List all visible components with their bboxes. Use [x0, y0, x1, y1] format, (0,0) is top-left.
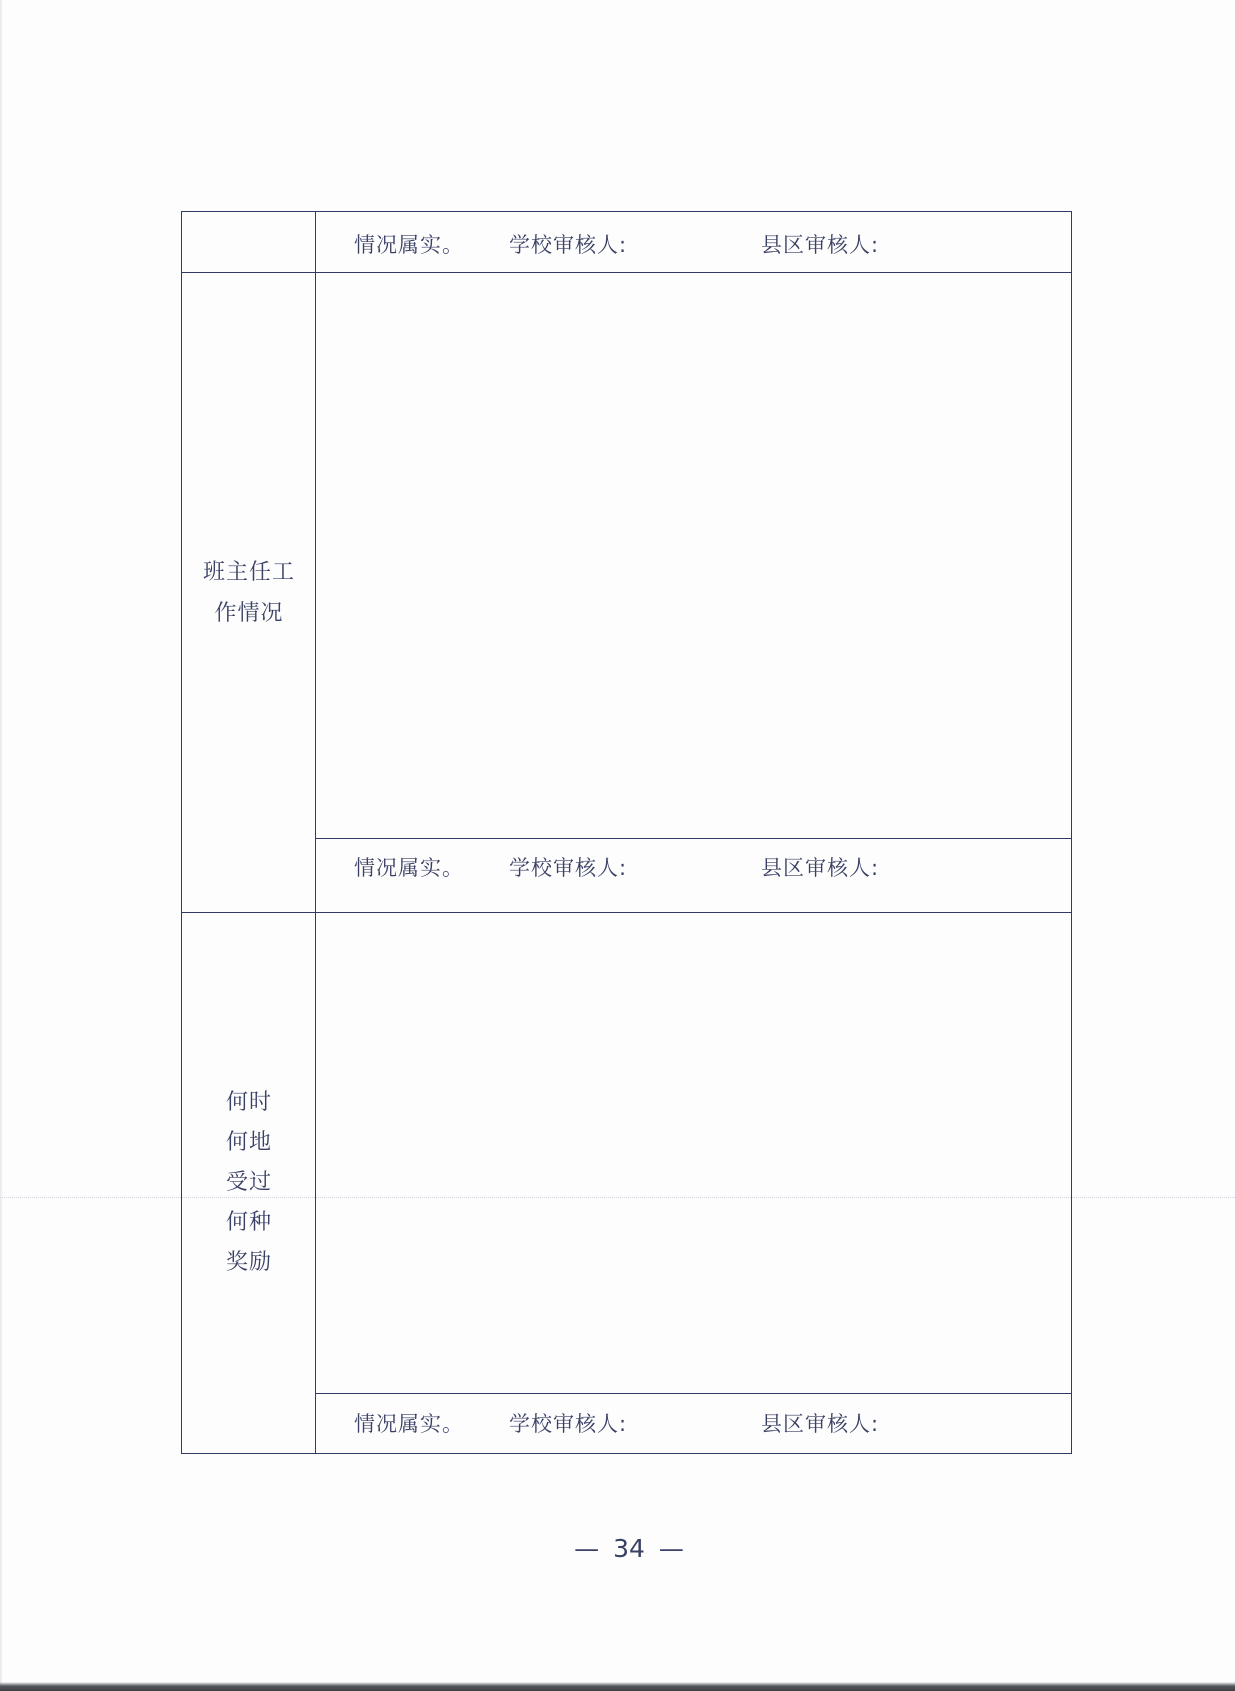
scan-bottom-edge	[0, 1682, 1235, 1691]
verification-line	[317, 839, 1071, 895]
form-table	[181, 211, 1072, 1454]
confirm-text: 情况属实。	[354, 233, 464, 257]
county-reviewer-label: 县区审核人:	[761, 856, 880, 880]
section-label-line: 受过	[225, 1170, 272, 1195]
county-reviewer-label: 县区审核人:	[761, 1412, 880, 1436]
verification-line	[317, 212, 1071, 276]
school-reviewer-label: 学校审核人:	[509, 233, 628, 257]
school-reviewer-label: 学校审核人:	[509, 856, 628, 880]
section-label-line: 作情况	[214, 600, 284, 626]
confirm-text: 情况属实。	[354, 856, 464, 880]
content-area-head-teacher-work[interactable]	[317, 274, 1071, 838]
section-label-line: 班主任工	[202, 559, 295, 585]
county-reviewer-label: 县区审核人:	[761, 233, 880, 257]
section-label-awards	[182, 913, 316, 1453]
page-number: — 34 —	[574, 1534, 684, 1563]
section-label-line: 奖励	[225, 1250, 272, 1275]
school-reviewer-label: 学校审核人:	[509, 1412, 628, 1436]
verification-line	[317, 1394, 1071, 1452]
section-label-line: 何时	[225, 1090, 272, 1115]
section-label-head-teacher-work	[182, 273, 316, 912]
section-label-line: 何地	[225, 1130, 272, 1155]
scan-edge	[0, 0, 3, 1691]
section-label-line: 何种	[225, 1210, 272, 1235]
confirm-text: 情况属实。	[354, 1412, 464, 1436]
content-area-awards[interactable]	[317, 914, 1071, 1393]
